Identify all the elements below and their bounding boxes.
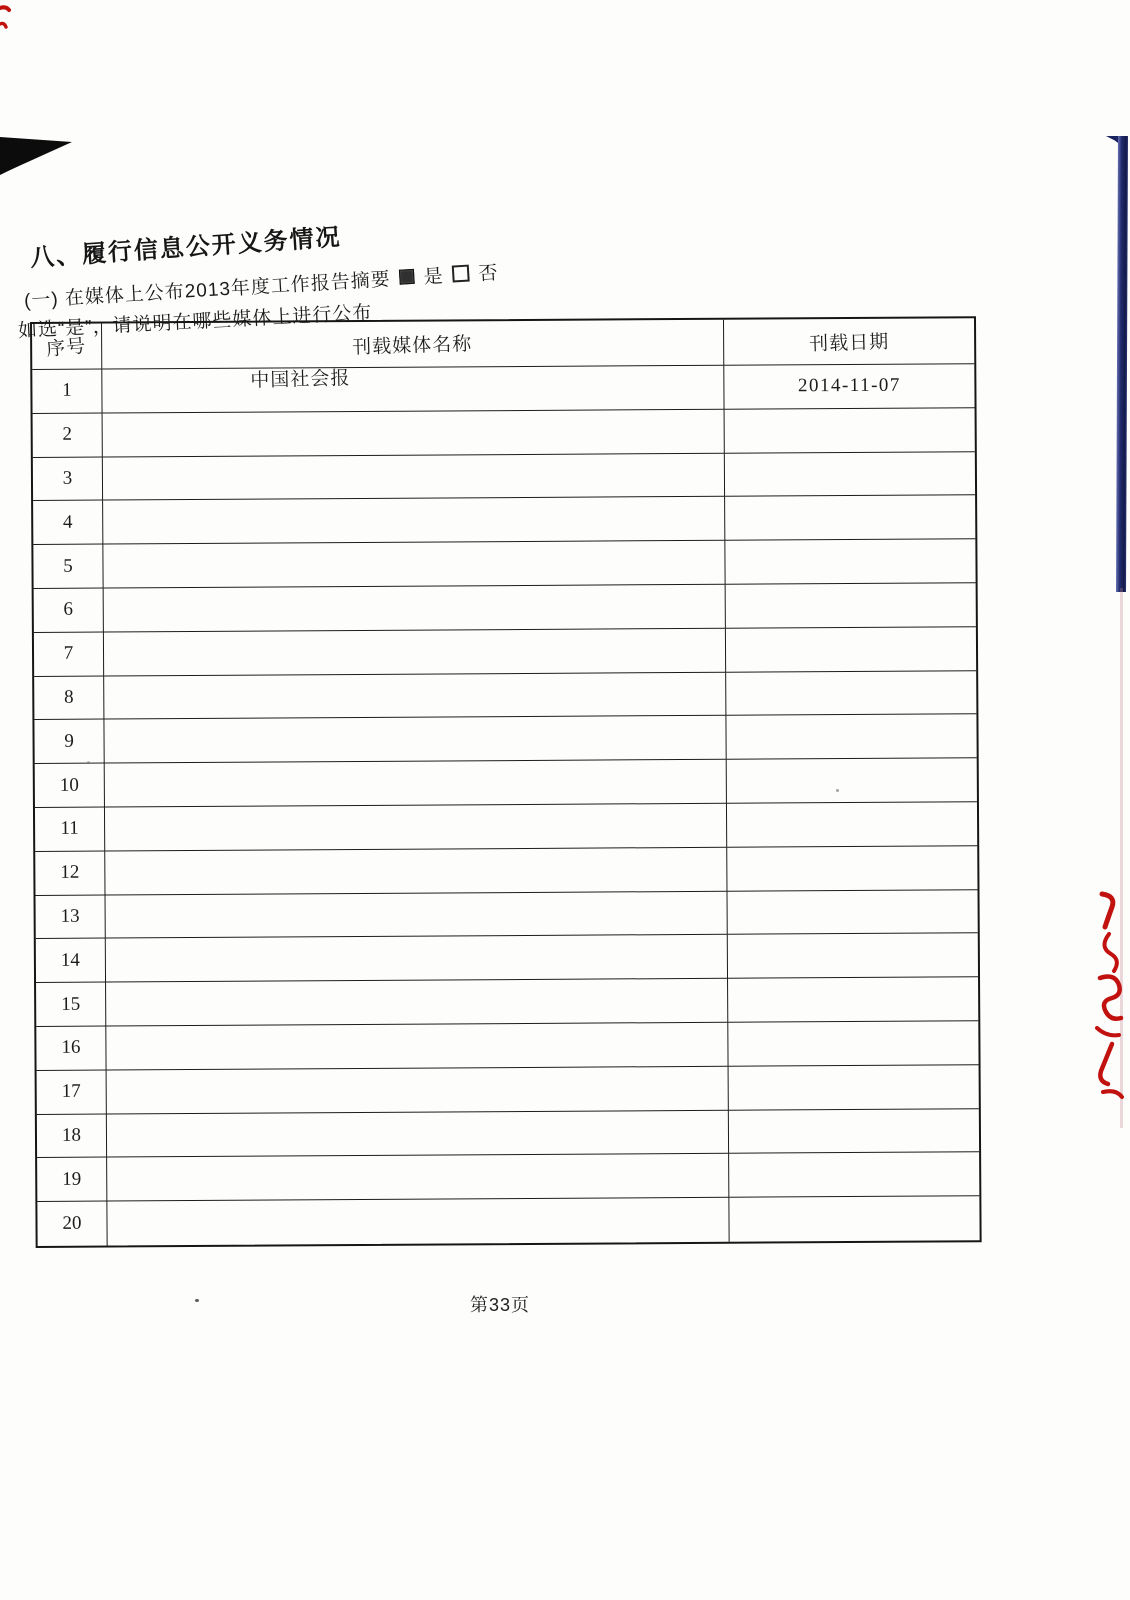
red-margin-handwriting bbox=[1076, 886, 1128, 1118]
date-cell bbox=[725, 452, 975, 497]
seq-cell bbox=[37, 1114, 107, 1158]
table-row bbox=[37, 1196, 979, 1246]
seq-cell bbox=[37, 1158, 107, 1202]
seq-value: 13 bbox=[60, 905, 80, 927]
seq-cell bbox=[36, 895, 106, 939]
media-cell bbox=[106, 1023, 728, 1071]
seq-value: 17 bbox=[61, 1080, 81, 1102]
instruction-line: 如选“是”，请说明在哪些媒体上进行公布 bbox=[17, 302, 373, 342]
table-row bbox=[34, 671, 976, 721]
date-cell bbox=[728, 977, 978, 1022]
yes-label: 是 bbox=[422, 266, 445, 289]
page-corner-shadow bbox=[0, 135, 78, 177]
date-cell bbox=[725, 539, 975, 584]
media-cell bbox=[104, 629, 726, 677]
table-row bbox=[37, 1109, 979, 1159]
seq-cell bbox=[34, 720, 104, 764]
seq-value: 4 bbox=[62, 511, 73, 533]
date-cell bbox=[726, 671, 976, 716]
table-row bbox=[37, 1153, 979, 1203]
media-cell bbox=[107, 1198, 729, 1246]
binding-edge-strip bbox=[1116, 136, 1128, 592]
seq-cell bbox=[33, 545, 103, 589]
seq-cell bbox=[36, 939, 106, 983]
seq-cell bbox=[35, 851, 105, 895]
seq-cell bbox=[35, 764, 105, 808]
date-cell bbox=[724, 364, 974, 409]
media-cell bbox=[107, 1154, 729, 1202]
table-row bbox=[37, 1065, 979, 1115]
seq-value: 3 bbox=[62, 467, 73, 489]
table-row bbox=[33, 452, 975, 502]
table-row bbox=[36, 977, 978, 1027]
seq-value: 7 bbox=[63, 642, 74, 664]
red-corner-marks bbox=[0, 2, 16, 42]
media-cell bbox=[103, 541, 725, 589]
media-cell bbox=[105, 804, 727, 852]
media-cell bbox=[107, 1066, 729, 1114]
seq-cell bbox=[33, 457, 103, 501]
table-row bbox=[36, 934, 978, 984]
seq-cell bbox=[36, 1027, 106, 1071]
table-header-row bbox=[32, 318, 974, 370]
media-cell bbox=[106, 891, 728, 939]
table-row bbox=[35, 802, 977, 852]
media-cell bbox=[104, 716, 726, 764]
seq-header-label: 序号 bbox=[45, 335, 88, 361]
seq-cell bbox=[35, 808, 105, 852]
table-row bbox=[33, 539, 975, 589]
section-title: 八、履行信息公开义务情况 bbox=[29, 223, 343, 272]
seq-value: 18 bbox=[61, 1124, 82, 1146]
table-row bbox=[34, 715, 976, 765]
seq-value: 8 bbox=[63, 686, 74, 708]
media-cell bbox=[106, 979, 728, 1027]
date-cell bbox=[726, 715, 976, 760]
media-publication-table bbox=[30, 316, 982, 1248]
table-row bbox=[35, 758, 977, 808]
seq-cell bbox=[34, 632, 104, 676]
seq-cell bbox=[37, 1070, 107, 1114]
date-header-label: 刊载日期 bbox=[808, 331, 890, 356]
date-cell bbox=[729, 1065, 979, 1110]
seq-value: 1 bbox=[62, 380, 72, 402]
media-cell bbox=[107, 1110, 729, 1158]
date-cell bbox=[725, 408, 975, 453]
table-body bbox=[32, 364, 979, 1246]
media-cell bbox=[106, 935, 728, 983]
date-cell bbox=[725, 496, 975, 541]
table-row bbox=[34, 583, 976, 633]
seq-value: 9 bbox=[64, 730, 74, 752]
media-cell bbox=[104, 585, 726, 633]
media-header-cell bbox=[102, 320, 724, 370]
date-cell bbox=[726, 583, 976, 628]
seq-value: 5 bbox=[63, 555, 73, 577]
no-label: 否 bbox=[477, 262, 500, 285]
media-cell bbox=[102, 366, 724, 414]
seq-value: 11 bbox=[60, 818, 79, 840]
seq-value: 20 bbox=[62, 1212, 82, 1234]
date-cell bbox=[727, 802, 977, 847]
seq-cell bbox=[36, 983, 106, 1027]
date-cell bbox=[727, 890, 977, 935]
seq-cell bbox=[37, 1202, 107, 1246]
date-cell bbox=[726, 627, 976, 672]
seq-value: 6 bbox=[63, 599, 74, 621]
seq-cell bbox=[33, 413, 103, 457]
table-row bbox=[32, 364, 974, 414]
table-row bbox=[36, 1021, 978, 1071]
seq-value: 15 bbox=[61, 993, 81, 1015]
media-cell bbox=[105, 848, 727, 896]
seq-cell bbox=[34, 589, 104, 633]
seq-value: 10 bbox=[59, 774, 79, 796]
date-cell bbox=[727, 846, 977, 891]
media-cell bbox=[104, 672, 726, 720]
media-value: 中国社会报 bbox=[250, 368, 351, 392]
media-cell bbox=[105, 760, 727, 808]
scan-speck bbox=[87, 761, 90, 764]
media-cell bbox=[103, 410, 725, 458]
date-header-cell bbox=[724, 318, 974, 366]
seq-value: 14 bbox=[60, 949, 80, 971]
date-cell bbox=[729, 1196, 979, 1241]
seq-cell bbox=[34, 676, 104, 720]
scan-speck bbox=[836, 789, 839, 792]
date-cell bbox=[729, 1153, 979, 1198]
media-cell bbox=[103, 453, 725, 501]
seq-value: 2 bbox=[62, 423, 73, 445]
seq-header-cell bbox=[32, 324, 102, 370]
page-number: 第33页 bbox=[469, 1295, 531, 1315]
table-row bbox=[33, 408, 975, 458]
media-header-label: 刊载媒体名称 bbox=[352, 333, 473, 359]
scan-speck bbox=[195, 1299, 199, 1302]
table-row bbox=[36, 890, 978, 940]
table-row bbox=[33, 496, 975, 546]
seq-value: 16 bbox=[61, 1037, 81, 1059]
yes-checkbox-checked-icon bbox=[399, 269, 415, 285]
seq-cell bbox=[32, 370, 102, 414]
date-cell bbox=[729, 1109, 979, 1154]
table-row bbox=[34, 627, 976, 677]
seq-cell bbox=[33, 501, 103, 545]
table-row bbox=[35, 846, 977, 896]
question-text: (一) 在媒体上公布2013年度工作报告摘要 bbox=[23, 269, 392, 312]
seq-value: 12 bbox=[60, 861, 80, 883]
date-cell bbox=[727, 758, 977, 803]
date-cell bbox=[728, 934, 978, 979]
date-cell bbox=[728, 1021, 978, 1066]
date-value: 2014-11-07 bbox=[797, 375, 901, 397]
seq-value: 19 bbox=[62, 1168, 82, 1190]
no-checkbox-empty-icon bbox=[452, 265, 470, 283]
media-cell bbox=[103, 497, 725, 545]
